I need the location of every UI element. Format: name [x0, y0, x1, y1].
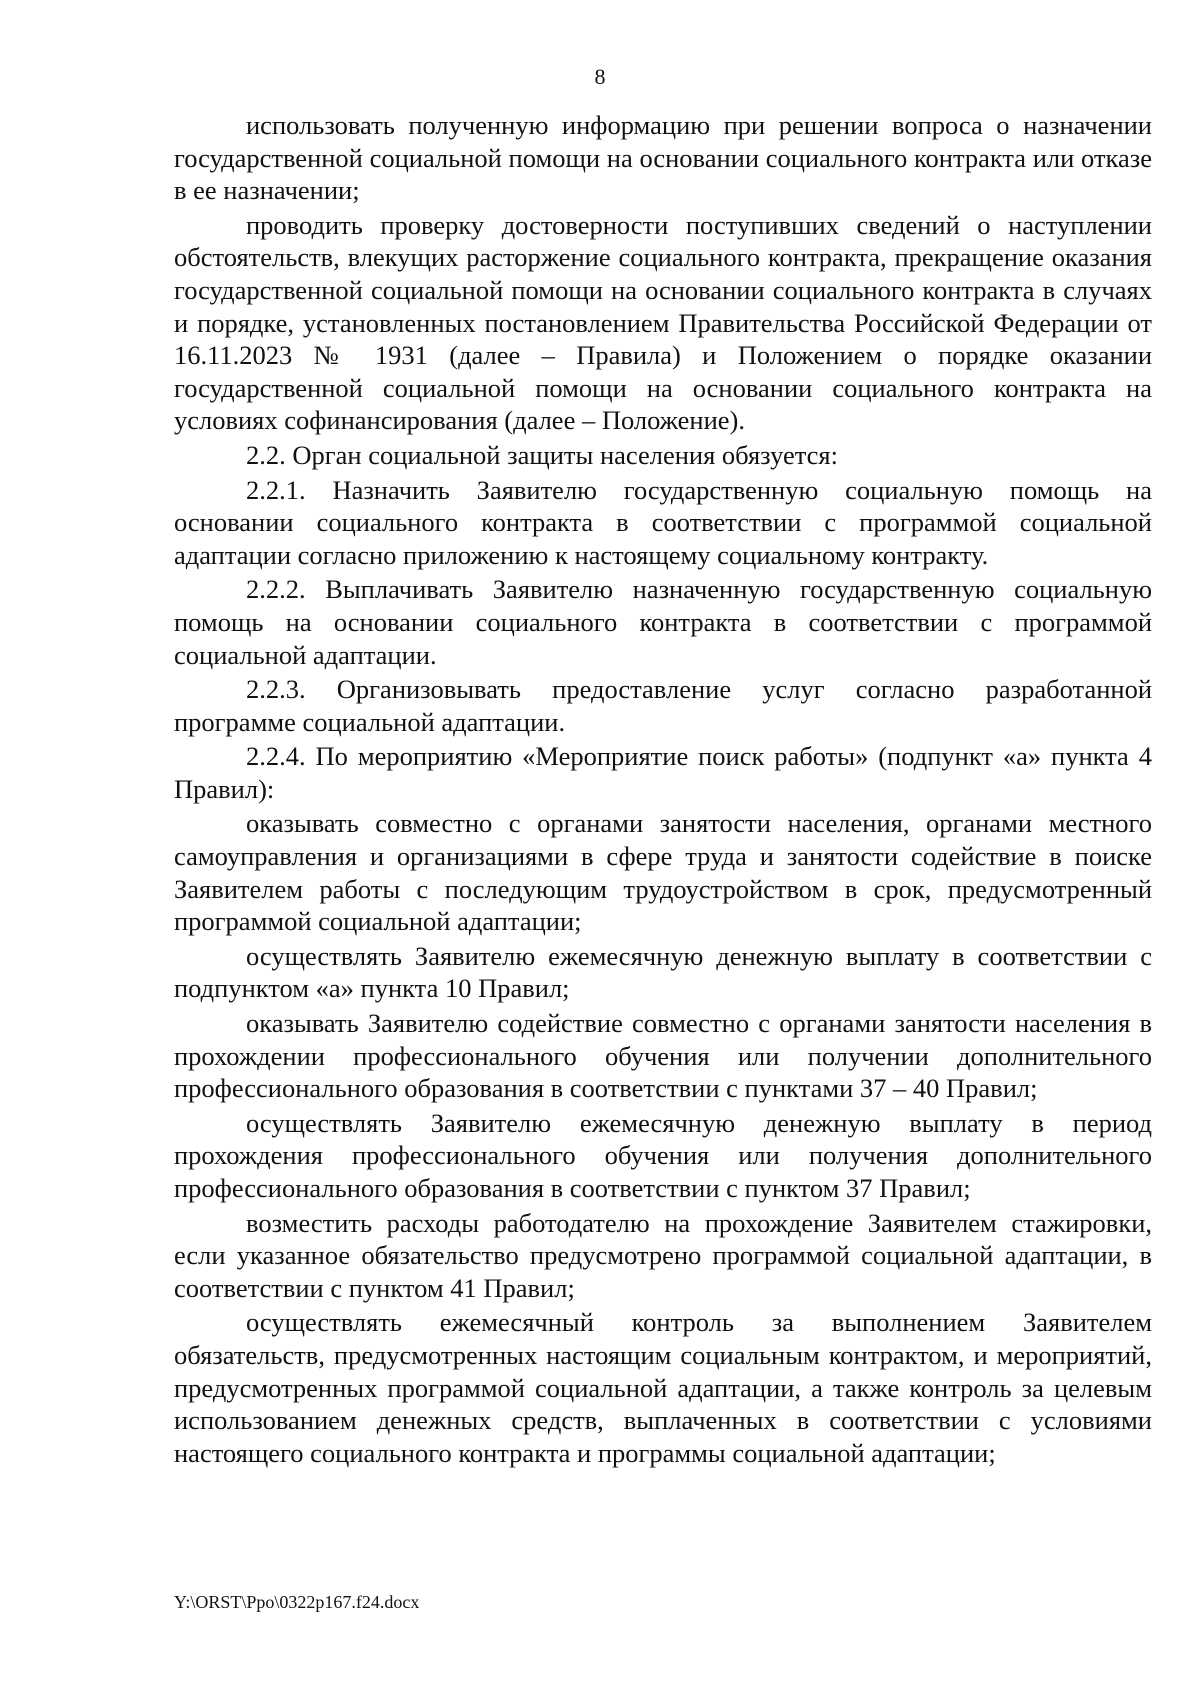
- paragraph: проводить проверку достоверности поступивших сведений о наступлении обстоятельств, влекущих расторжение социального контракта, прекращение оказания государственной социальной помощи на основании социального контракта в случаях и порядке, установленных постановлением Правительства Российской Федерации от 16.11.2023 № 1931 (далее – Правила) и Положением о порядке оказании государственной социальной помощи на основании социального контракта на условиях софинансирования (далее – Положение).: [174, 209, 1152, 436]
- paragraph: осуществлять Заявителю ежемесячную денежную выплату в период прохождения профессионального обучения или получения дополнительного профессионального образования в соответствии с пунктом 37 Правил;: [174, 1107, 1152, 1203]
- file-path-footer: Y:\ORST\Ppo\0322p167.f24.docx: [174, 1592, 420, 1612]
- paragraph: оказывать совместно с органами занятости населения, органами местного самоуправления и организациями в сфере труда и занятости содействие в поиске Заявителем работы с последующим трудоустройством в срок, предусмотренный программой социальной адаптации;: [174, 808, 1152, 937]
- paragraph: осуществлять ежемесячный контроль за выполнением Заявителем обязательств, предусмотренных настоящим социальным контрактом, и мероприятий, предусмотренных программой социальной адаптации, а также контроль за целевым использованием денежных средств, выплаченных в соответствии с условиями настоящего социального контракта и программы социальной адаптации;: [174, 1307, 1152, 1468]
- paragraph: возместить расходы работодателю на прохождение Заявителем стажировки, если указанное обязательство предусмотрено программой социальной адаптации, в соответствии с пунктом 41 Правил;: [174, 1207, 1152, 1303]
- document-body: [174, 109, 1152, 1471]
- paragraph: использовать полученную информацию при решении вопроса о назначении государственной социальной помощи на основании социального контракта или отказе в ее назначении;: [174, 110, 1152, 206]
- paragraph: 2.2.1. Назначить Заявителю государственную социальную помощь на основании социального контракта в соответствии с программой социальной адаптации согласно приложению к настоящему социальному контракту.: [174, 474, 1152, 570]
- paragraph: 2.2.4. По мероприятию «Мероприятие поиск работы» (подпункт «а» пункта 4 Правил):: [174, 741, 1152, 804]
- paragraph: оказывать Заявителю содействие совместно с органами занятости населения в прохождении профессионального обучения или получении дополнительного профессионального образования в соответствии с пунктами 37 – 40 Правил;: [174, 1008, 1152, 1104]
- paragraph: 2.2.3. Организовывать предоставление услуг согласно разработанной программе социальной адаптации.: [174, 674, 1152, 737]
- paragraph: 2.2. Орган социальной защиты населения обязуется:: [246, 439, 838, 470]
- paragraph: осуществлять Заявителю ежемесячную денежную выплату в соответствии с подпунктом «а» пункта 10 Правил;: [174, 940, 1152, 1004]
- page-number: 8: [594, 64, 606, 89]
- paragraph: 2.2.2. Выплачивать Заявителю назначенную государственную социальную помощь на основании социального контракта в соответствии с программой социальной адаптации.: [174, 574, 1152, 670]
